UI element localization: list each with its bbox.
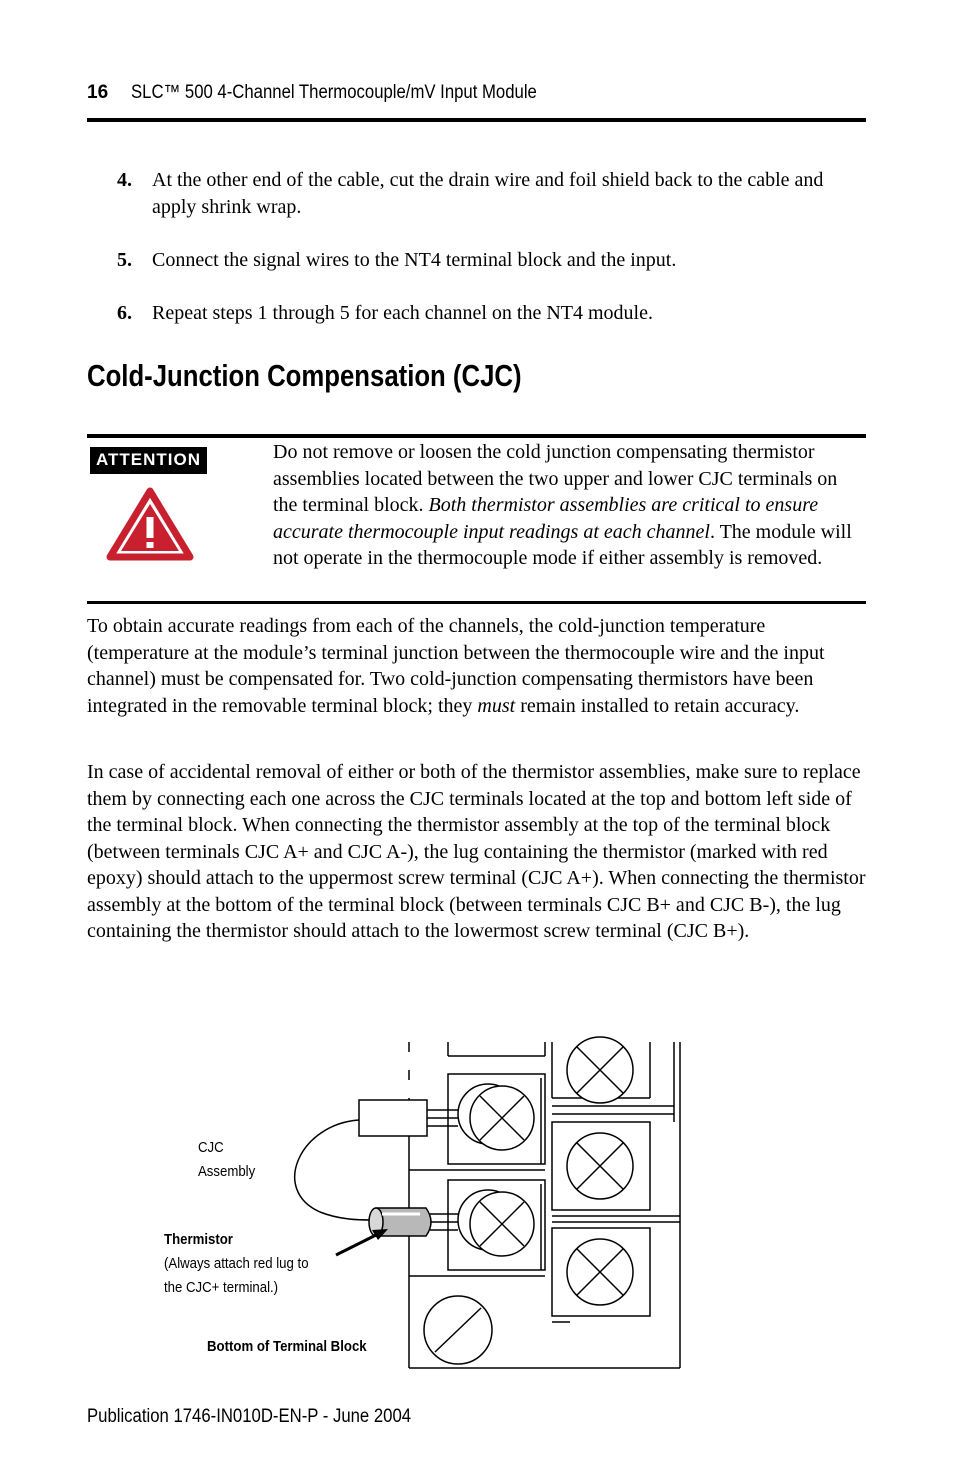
label-line: CJC: [198, 1139, 224, 1156]
attention-text-part: Do not remove or loosen the cold junction compensating thermistor assemblies located between the two upper and lower CJC terminals on the terminal block.: [273, 441, 838, 516]
attention-text-part: . The module will not operate in the thermocouple mode if either assembly is removed.: [273, 520, 852, 569]
paragraph-text: remain installed to retain accuracy.: [515, 694, 800, 717]
label-text: Bottom of Terminal Block: [207, 1338, 367, 1355]
thermistor-label: [164, 1228, 309, 1300]
attention-text: [273, 439, 865, 572]
label-line: Assembly: [198, 1163, 256, 1180]
list-item: [117, 300, 862, 327]
page-header: [87, 82, 866, 122]
list-item: [117, 167, 862, 221]
page-footer: Publication 1746-IN010D-EN-P - June 2004: [87, 1406, 412, 1427]
thermistor-pointer: [336, 1229, 388, 1255]
bottom-of-block-label: [207, 1335, 367, 1359]
body-paragraph: In case of accidental removal of either or both of the thermistor assemblies, make sure to replace them by connecting each one across the CJC terminals located at the top and bottom left side of the terminal block. When connecting the thermistor assembly at the top of the terminal block (between terminals CJC A+ and CJC A-), the lug containing the thermistor (marked with red epoxy) should attach to the uppermost screw terminal (CJC A+). When connecting the thermistor assembly at the bottom of the terminal block (between terminals CJC B+ and CJC B-), the lug containing the thermistor should attach to the lowermost screw terminal (CJC B+).: [87, 761, 866, 942]
screw-terminals: [424, 1037, 633, 1364]
terminal-block-diagram: [150, 1030, 710, 1375]
attention-emphasis: Both thermistor assemblies are critical to ensure accurate thermocouple input readings at each channel: [273, 494, 819, 543]
paragraph-text: To obtain accurate readings from each of the channels, the cold-junction temperature (temperature at the module’s terminal junction between the thermocouple wire and the input channel) must be compensated for. Two cold-junction compensating thermistors have been integrated in the removable terminal block; they: [87, 615, 825, 717]
step-text: Repeat steps 1 through 5 for each channel on the NT4 module.: [152, 302, 653, 324]
emphasis: must: [477, 694, 516, 717]
step-number: 4.: [117, 169, 132, 191]
step-number: 6.: [117, 302, 132, 324]
warning-triangle-icon: [106, 485, 194, 561]
step-list: [117, 167, 862, 353]
attention-box: [87, 434, 866, 604]
attention-badge: ATTENTION: [90, 447, 207, 474]
step-text: Connect the signal wires to the NT4 terminal block and the input.: [152, 249, 677, 271]
list-item: [117, 247, 862, 274]
cjc-assembly-label: [198, 1136, 255, 1184]
body-paragraph: [87, 613, 867, 719]
section-heading: Cold-Junction Compensation (CJC): [87, 358, 522, 393]
step-number: 5.: [117, 249, 132, 271]
label-line: the CJC+ terminal.): [164, 1279, 279, 1296]
running-title: SLC™ 500 4-Channel Thermocouple/mV Input Module: [131, 82, 537, 103]
terminal-block-figure: [150, 1030, 710, 1375]
page-number: 16: [87, 82, 109, 103]
thermistor-title: Thermistor: [164, 1231, 233, 1248]
label-line: (Always attach red lug to: [164, 1255, 309, 1272]
step-text: At the other end of the cable, cut the drain wire and foil shield back to the cable and apply shrink wrap.: [152, 169, 824, 218]
